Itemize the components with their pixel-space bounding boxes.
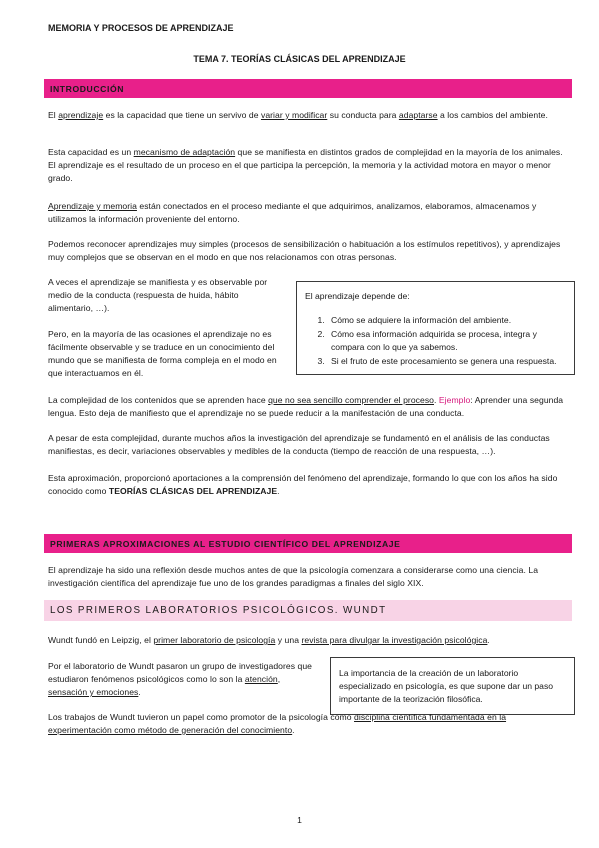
intro-paragraph-2: Esta capacidad es un mecanismo de adaptación que se manifiesta en distintos grados de complejidad en la mayoría de los animales. El aprendizaje es el resultado de un proceso en el que participa la percepción, la memoria y la actividad motora en mayor o menor grado. [48, 147, 563, 183]
subsection-heading-wundt [44, 600, 572, 621]
section2-left-paragraph: Por el laboratorio de Wundt pasaron un grupo de investigadores que estudiaron fenómenos psicológicos como lo son la atención, sensación y emociones. [48, 661, 312, 697]
document-title: MEMORIA Y PROCESOS DE APRENDIZAJE [48, 23, 234, 33]
box-list [305, 314, 566, 368]
aprendizaje-depende-box [296, 281, 575, 375]
section-heading-text: PRIMERAS APROXIMACIONES AL ESTUDIO CIENTÍFICO DEL APRENDIZAJE [50, 539, 401, 549]
topic-title: TEMA 7. TEORÍAS CLÁSICAS DEL APRENDIZAJE [193, 54, 406, 64]
list-item: 3. Si el fruto de este procesamiento se genera una respuesta. [327, 355, 566, 368]
intro-paragraph-7: Esta aproximación, proporcionó aportaciones a la comprensión del fenómeno del aprendizaje, formando lo que con los años ha sido conocido como TEORÍAS CLÁSICAS DEL APRENDIZAJE. [48, 473, 558, 496]
section-heading-primeras-aproximaciones [44, 534, 572, 553]
list-item: 2. Cómo esa información adquirida se procesa, integra y compara con lo que ya sabemos. [327, 328, 566, 354]
box-intro: El aprendizaje depende de: [305, 291, 410, 301]
intro-paragraph-5: La complejidad de los contenidos que se aprenden hace que no sea sencillo comprender el proceso. Ejemplo: Aprender una segunda lengua. Esto deja de manifiesto que el aprendizaje no se puede reducir a la manifestación de una conducta. [48, 395, 564, 418]
intro-paragraph-4: Podemos reconocer aprendizajes muy simples (procesos de sensibilización o habituación a los estímulos repetitivos), y aprendizajes muy complejos que se observan en el modo en que nos relacionamos con otras personas. [48, 239, 561, 262]
intro-paragraph-3: Aprendizaje y memoria están conectados en el proceso mediante el que adquirimos, analizamos, elaboramos, almacenamos y utilizamos la información proveniente del entorno. [48, 201, 537, 224]
intro-paragraph-6: A pesar de esta complejidad, durante muchos años la investigación del aprendizaje se fundamentó en el análisis de las conductas manifiestas, es decir, variaciones observables y medibles de la conducta (tiempo de reacción de una respuesta, …). [48, 433, 550, 456]
section-heading-introduccion [44, 79, 572, 98]
left-column-paragraph-1: A veces el aprendizaje se manifiesta y es observable por medio de la conducta (respuesta de huida, hábito alimentario, …). [48, 277, 268, 313]
subsection-heading-text: LOS PRIMEROS LABORATORIOS PSICOLÓGICOS. WUNDT [50, 605, 387, 616]
laboratorio-importance-box [330, 657, 575, 715]
left-column-paragraph-2: Pero, en la mayoría de las ocasiones el aprendizaje no es fácilmente observable y se traduce en un conocimiento del mundo que se manifiesta de forma compleja en el modo en que interactuamos en él. [48, 329, 277, 378]
ejemplo-label: Ejemplo [438, 395, 471, 405]
page-number: 1 [297, 815, 302, 825]
intro-paragraph-1: El aprendizaje es la capacidad que tiene un servivo de variar y modificar su conducta para adaptarse a los cambios del ambiente. [48, 110, 548, 120]
section2-paragraph-3: Los trabajos de Wundt tuvieron un papel como promotor de la psicología como disciplina científica fundamentada en la experimentación como método de generación del conocimiento. [48, 712, 507, 735]
section2-paragraph-2: Wundt fundó en Leipzig, el primer laboratorio de psicología y una revista para divulgar la investigación psicológica. [48, 635, 490, 645]
list-item: 1. Cómo se adquiere la información del ambiente. [327, 314, 566, 327]
section-heading-text: INTRODUCCIÓN [50, 84, 125, 94]
section2-paragraph-1: El aprendizaje ha sido una reflexión desde muchos antes de que la psicología comenzara a considerarse como una ciencia. La investigación científica del aprendizaje fue uno de los grandes paradigmas a finales del siglo XIX. [48, 565, 539, 588]
box-text: La importancia de la creación de un laboratorio especializado en psicología, es que supone dar un paso importante de la teorización filosófica. [339, 668, 554, 704]
